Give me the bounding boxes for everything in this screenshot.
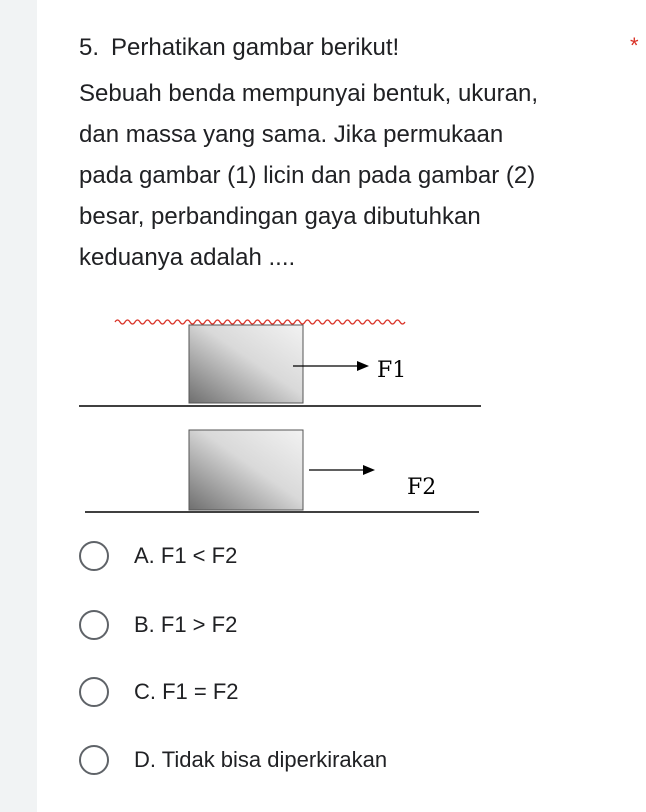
question-number: 5. [79, 34, 100, 61]
option-d-label: D. Tidak bisa diperkirakan [134, 747, 388, 772]
question-card [37, 0, 646, 812]
option-c[interactable] [79, 672, 559, 712]
option-d[interactable] [79, 740, 559, 780]
block-2 [189, 430, 303, 510]
force-arrowhead-1 [357, 361, 369, 371]
option-c-label: C. F1 = F2 [134, 679, 239, 704]
question-body: Sebuah benda mempunyai bentuk, ukuran, dan massa yang sama. Jika permukaan pada gambar (1) licin dan pada gambar (2) besar, perbandingan gaya dibutuhkan keduanya adalah .... [79, 80, 538, 271]
radio-button-d[interactable] [79, 745, 109, 775]
option-a-label: A. F1 < F2 [134, 543, 238, 568]
option-b[interactable] [79, 605, 559, 645]
option-a[interactable] [79, 536, 559, 576]
physics-diagram [37, 300, 646, 530]
radio-button-c[interactable] [79, 677, 109, 707]
radio-button-b[interactable] [79, 610, 109, 640]
question-title-text: Perhatikan gambar berikut! [111, 34, 400, 61]
block-1 [189, 325, 303, 403]
question-figure [37, 300, 646, 530]
force-arrowhead-2 [363, 465, 375, 475]
option-b-label: B. F1 > F2 [134, 612, 238, 637]
rough-surface-line [115, 320, 405, 324]
force-label-f2: F2 [407, 475, 437, 500]
force-label-f1: F1 [377, 358, 407, 383]
required-asterisk: * [630, 33, 639, 58]
radio-button-a[interactable] [79, 541, 109, 571]
question-title [79, 32, 399, 64]
